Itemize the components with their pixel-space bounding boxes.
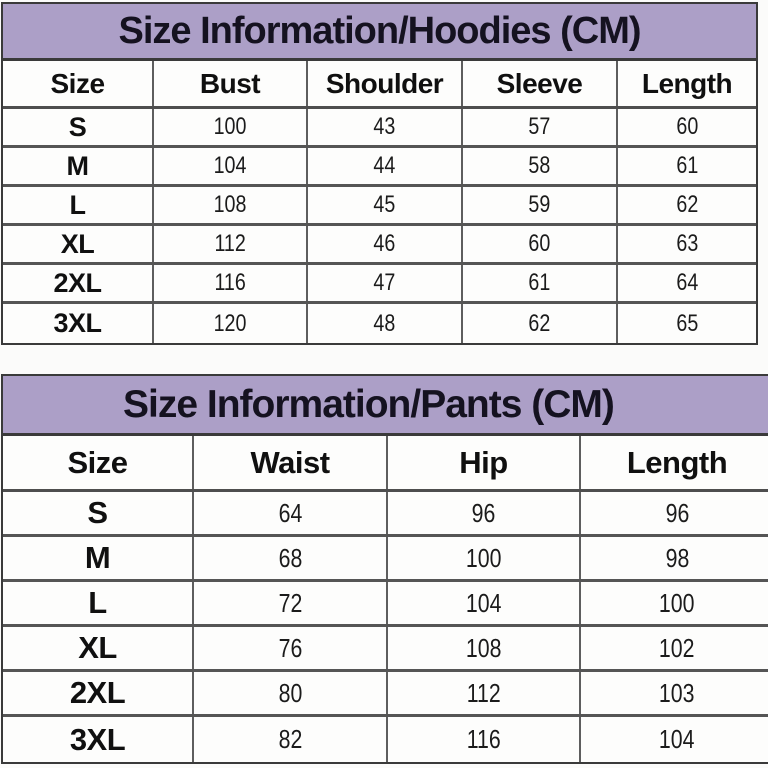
value-cell <box>581 672 768 714</box>
measurement-value: 116 <box>214 269 246 296</box>
value-cell <box>194 672 388 714</box>
column-header-length <box>618 61 756 106</box>
pants-row-2xl <box>3 672 768 717</box>
size-cell <box>3 582 194 624</box>
pants-row-xl <box>3 627 768 672</box>
measurement-value: 62 <box>528 309 551 337</box>
measurement-value: 44 <box>373 152 396 179</box>
size-cell <box>3 627 194 669</box>
value-cell <box>618 304 756 343</box>
column-header-label: Bust <box>199 67 261 99</box>
column-header-label: Length <box>641 67 733 99</box>
size-label: 3XL <box>53 308 102 338</box>
size-cell <box>3 492 194 534</box>
size-label: 2XL <box>53 267 102 298</box>
size-label: L <box>88 585 107 620</box>
measurement-value: 100 <box>213 113 247 140</box>
value-cell <box>388 627 581 669</box>
size-cell <box>3 187 154 223</box>
size-label: XL <box>78 630 117 665</box>
measurement-value: 60 <box>528 230 551 257</box>
size-label: 2XL <box>69 675 126 710</box>
value-cell <box>463 148 618 184</box>
value-cell <box>581 537 768 579</box>
value-cell <box>463 187 618 223</box>
measurement-value: 65 <box>676 309 698 337</box>
measurement-value: 116 <box>466 724 501 754</box>
pants-row-s <box>3 492 768 537</box>
column-header-hip <box>388 436 581 489</box>
measurement-value: 64 <box>676 269 698 296</box>
value-cell <box>308 226 463 262</box>
value-cell <box>581 492 768 534</box>
size-cell <box>3 672 194 714</box>
column-header-label: Size <box>50 67 105 99</box>
size-cell <box>3 148 154 184</box>
measurement-value: 102 <box>659 632 695 663</box>
pants-row-l <box>3 582 768 627</box>
measurement-value: 46 <box>373 230 396 257</box>
measurement-value: 96 <box>665 497 689 528</box>
value-cell <box>194 537 388 579</box>
value-cell <box>388 537 581 579</box>
column-header-label: Hip <box>459 444 508 480</box>
value-cell <box>154 226 308 262</box>
size-label: M <box>66 150 89 181</box>
size-cell <box>3 226 154 262</box>
measurement-value: 59 <box>528 191 551 218</box>
measurement-value: 108 <box>213 191 247 218</box>
hoodies-table-header-row <box>3 61 756 109</box>
measurement-value: 100 <box>465 542 502 573</box>
value-cell <box>154 187 308 223</box>
column-header-label: Size <box>67 444 128 480</box>
size-label: S <box>68 111 87 142</box>
measurement-value: 43 <box>373 113 396 140</box>
pants-table-title-bar <box>3 376 768 436</box>
value-cell <box>154 148 308 184</box>
hoodies-row-xl <box>3 226 756 265</box>
measurement-value: 61 <box>528 269 551 296</box>
value-cell <box>463 109 618 145</box>
measurement-value: 68 <box>278 542 302 573</box>
measurement-value: 96 <box>471 497 496 528</box>
size-cell <box>3 109 154 145</box>
measurement-value: 57 <box>528 113 551 140</box>
hoodies-table-title-bar <box>3 4 756 61</box>
value-cell <box>618 187 756 223</box>
measurement-value: 112 <box>466 677 501 708</box>
hoodies-table-body <box>3 109 756 343</box>
measurement-value: 82 <box>278 724 302 754</box>
measurement-value: 120 <box>213 309 247 337</box>
column-header-bust <box>154 61 308 106</box>
column-header-label: Waist <box>250 444 330 480</box>
value-cell <box>154 265 308 301</box>
value-cell <box>618 265 756 301</box>
measurement-value: 48 <box>373 309 396 337</box>
column-header-waist <box>194 436 388 489</box>
value-cell <box>463 265 618 301</box>
size-label: S <box>87 495 108 530</box>
value-cell <box>194 492 388 534</box>
measurement-value: 104 <box>213 152 247 179</box>
pants-table-header-row <box>3 436 768 492</box>
column-header-size <box>3 436 194 489</box>
measurement-value: 47 <box>373 269 396 296</box>
measurement-value: 98 <box>665 542 689 573</box>
size-label: M <box>84 540 111 575</box>
measurement-value: 100 <box>659 587 695 618</box>
value-cell <box>308 109 463 145</box>
size-label: XL <box>60 228 95 259</box>
value-cell <box>308 304 463 343</box>
hoodies-size-table <box>1 2 758 345</box>
column-header-sleeve <box>463 61 618 106</box>
value-cell <box>308 148 463 184</box>
size-label: L <box>69 189 86 220</box>
hoodies-row-l <box>3 187 756 226</box>
value-cell <box>194 627 388 669</box>
value-cell <box>463 226 618 262</box>
value-cell <box>308 265 463 301</box>
hoodies-row-m <box>3 148 756 187</box>
pants-size-table <box>1 374 768 764</box>
pants-table-body <box>3 492 768 762</box>
size-label: 3XL <box>69 721 126 757</box>
measurement-value: 76 <box>278 632 302 663</box>
column-header-length <box>581 436 768 489</box>
hoodies-row-2xl <box>3 265 756 304</box>
size-cell <box>3 537 194 579</box>
value-cell <box>154 304 308 343</box>
value-cell <box>308 187 463 223</box>
measurement-value: 112 <box>214 230 246 257</box>
column-header-label: Length <box>626 444 728 480</box>
measurement-value: 58 <box>528 152 551 179</box>
value-cell <box>618 148 756 184</box>
value-cell <box>194 717 388 762</box>
column-header-label: Sleeve <box>496 67 583 99</box>
measurement-value: 104 <box>659 724 695 754</box>
pants-row-3xl <box>3 717 768 762</box>
size-cell <box>3 717 194 762</box>
value-cell <box>581 582 768 624</box>
measurement-value: 62 <box>676 191 698 218</box>
hoodies-table-title: Size Information/Hoodies (CM) <box>118 9 641 52</box>
value-cell <box>463 304 618 343</box>
column-header-size <box>3 61 154 106</box>
value-cell <box>388 492 581 534</box>
value-cell <box>581 627 768 669</box>
pants-table-title: Size Information/Pants (CM) <box>123 382 614 426</box>
measurement-value: 64 <box>278 497 302 528</box>
measurement-value: 104 <box>465 587 502 618</box>
hoodies-row-3xl <box>3 304 756 343</box>
measurement-value: 108 <box>465 632 502 663</box>
size-cell <box>3 265 154 301</box>
measurement-value: 61 <box>676 152 698 179</box>
value-cell <box>194 582 388 624</box>
value-cell <box>154 109 308 145</box>
value-cell <box>581 717 768 762</box>
pants-row-m <box>3 537 768 582</box>
size-cell <box>3 304 154 343</box>
column-header-shoulder <box>308 61 463 106</box>
value-cell <box>388 582 581 624</box>
measurement-value: 80 <box>278 677 302 708</box>
value-cell <box>618 226 756 262</box>
measurement-value: 72 <box>278 587 302 618</box>
measurement-value: 63 <box>676 230 698 257</box>
hoodies-row-s <box>3 109 756 148</box>
value-cell <box>388 672 581 714</box>
measurement-value: 45 <box>373 191 396 218</box>
measurement-value: 103 <box>659 677 695 708</box>
measurement-value: 60 <box>676 113 698 140</box>
column-header-label: Shoulder <box>325 67 444 99</box>
value-cell <box>388 717 581 762</box>
value-cell <box>618 109 756 145</box>
